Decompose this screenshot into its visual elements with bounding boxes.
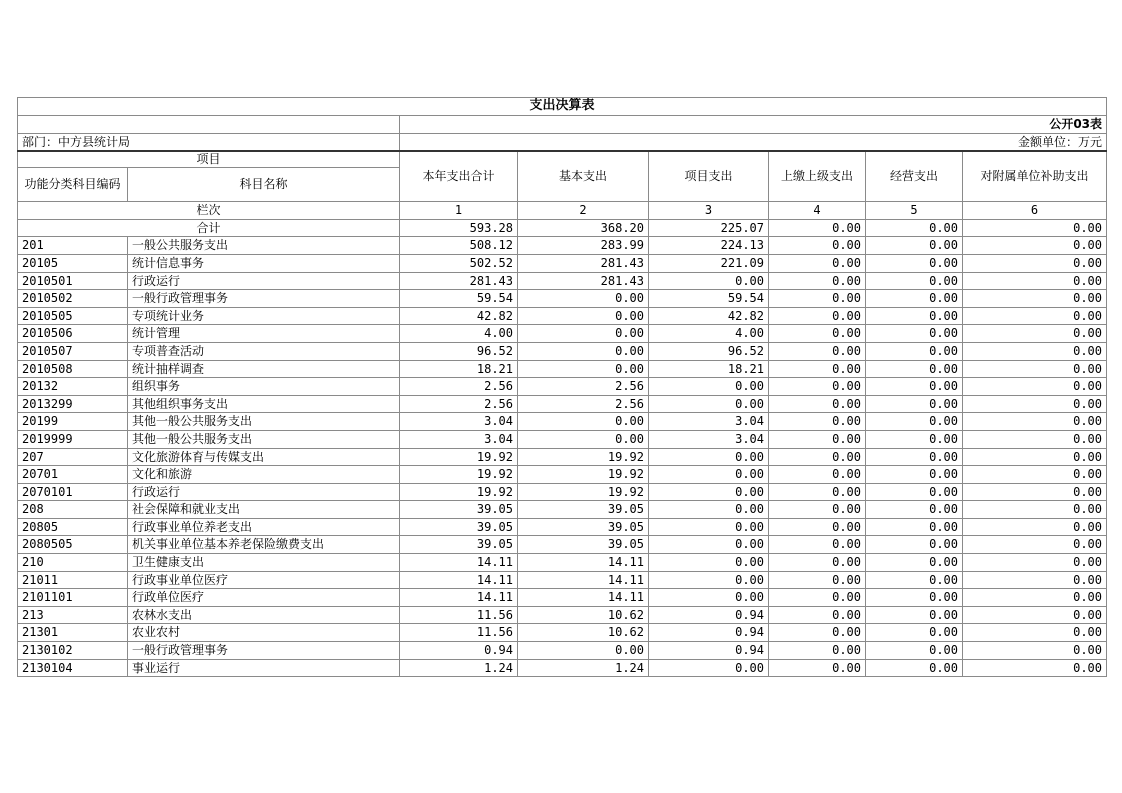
amount-cell: 0.00 — [649, 554, 769, 572]
amount-cell: 0.00 — [769, 254, 866, 272]
subject-name-cell: 行政事业单位医疗 — [128, 571, 400, 589]
amount-cell: 2.56 — [518, 395, 649, 413]
amount-cell: 0.00 — [963, 307, 1107, 325]
header-upper: 上缴上级支出 — [769, 151, 866, 202]
amount-cell: 0.00 — [963, 254, 1107, 272]
table-row — [18, 518, 1107, 536]
title-row — [18, 98, 1107, 116]
total-value: 0.00 — [963, 219, 1107, 237]
amount-cell: 0.00 — [963, 342, 1107, 360]
table-row — [18, 360, 1107, 378]
function-code-cell: 2010502 — [18, 290, 128, 308]
amount-cell: 1.24 — [518, 659, 649, 677]
total-row — [18, 219, 1107, 237]
subject-name-cell: 文化和旅游 — [128, 466, 400, 484]
amount-cell: 0.00 — [769, 642, 866, 660]
subject-name-cell: 一般行政管理事务 — [128, 642, 400, 660]
amount-cell: 0.00 — [769, 501, 866, 519]
amount-cell: 4.00 — [400, 325, 518, 343]
amount-cell: 42.82 — [400, 307, 518, 325]
table-row — [18, 413, 1107, 431]
amount-cell: 0.00 — [866, 430, 963, 448]
amount-cell: 0.00 — [963, 430, 1107, 448]
function-code-cell: 21301 — [18, 624, 128, 642]
amount-cell: 0.00 — [769, 395, 866, 413]
table-row — [18, 642, 1107, 660]
amount-cell: 14.11 — [400, 571, 518, 589]
amount-cell: 0.00 — [769, 272, 866, 290]
subject-name-cell: 其他组织事务支出 — [128, 395, 400, 413]
subject-name-cell: 统计管理 — [128, 325, 400, 343]
amount-cell: 0.00 — [963, 413, 1107, 431]
column-number: 3 — [649, 202, 769, 220]
amount-cell: 0.00 — [769, 290, 866, 308]
column-number: 1 — [400, 202, 518, 220]
amount-cell: 0.00 — [769, 307, 866, 325]
amount-cell: 0.00 — [769, 536, 866, 554]
amount-cell: 0.94 — [649, 642, 769, 660]
amount-cell: 0.00 — [866, 571, 963, 589]
table-row — [18, 307, 1107, 325]
function-code-cell: 2010501 — [18, 272, 128, 290]
subject-name-cell: 农林水支出 — [128, 606, 400, 624]
amount-cell: 0.00 — [769, 466, 866, 484]
amount-cell: 18.21 — [649, 360, 769, 378]
amount-cell: 0.00 — [769, 413, 866, 431]
amount-cell: 0.00 — [866, 325, 963, 343]
subject-name-cell: 其他一般公共服务支出 — [128, 413, 400, 431]
subject-name-cell: 统计抽样调查 — [128, 360, 400, 378]
amount-cell: 0.00 — [769, 360, 866, 378]
amount-cell: 0.00 — [866, 307, 963, 325]
amount-cell: 283.99 — [518, 237, 649, 255]
amount-cell: 0.00 — [963, 518, 1107, 536]
amount-cell: 0.00 — [649, 659, 769, 677]
function-code-cell: 2010508 — [18, 360, 128, 378]
function-code-cell: 20105 — [18, 254, 128, 272]
total-value: 593.28 — [400, 219, 518, 237]
amount-cell: 0.00 — [963, 554, 1107, 572]
column-number: 6 — [963, 202, 1107, 220]
amount-cell: 0.00 — [769, 483, 866, 501]
amount-cell: 0.00 — [769, 624, 866, 642]
unit-label: 金额单位：万元 — [400, 133, 1107, 151]
amount-cell: 0.00 — [866, 606, 963, 624]
amount-cell: 0.00 — [649, 571, 769, 589]
info-row — [18, 133, 1107, 151]
amount-cell: 0.00 — [963, 571, 1107, 589]
amount-cell: 3.04 — [649, 413, 769, 431]
amount-cell: 0.00 — [963, 272, 1107, 290]
amount-cell: 0.00 — [866, 360, 963, 378]
amount-cell: 0.00 — [866, 395, 963, 413]
amount-cell: 0.00 — [769, 430, 866, 448]
amount-cell: 0.00 — [649, 536, 769, 554]
amount-cell: 0.00 — [866, 413, 963, 431]
amount-cell: 4.00 — [649, 325, 769, 343]
subject-name-cell: 组织事务 — [128, 378, 400, 396]
table-row — [18, 448, 1107, 466]
amount-cell: 281.43 — [400, 272, 518, 290]
amount-cell: 0.00 — [769, 518, 866, 536]
amount-cell: 0.00 — [769, 237, 866, 255]
header-row-1 — [18, 151, 1107, 168]
amount-cell: 0.00 — [866, 466, 963, 484]
amount-cell: 0.00 — [866, 483, 963, 501]
table-row — [18, 325, 1107, 343]
amount-cell: 0.00 — [518, 413, 649, 431]
amount-cell: 0.00 — [649, 448, 769, 466]
subject-name-cell: 事业运行 — [128, 659, 400, 677]
amount-cell: 0.00 — [866, 342, 963, 360]
function-code-cell: 2080505 — [18, 536, 128, 554]
amount-cell: 2.56 — [518, 378, 649, 396]
table-row — [18, 342, 1107, 360]
header-item: 项目 — [18, 151, 400, 168]
amount-cell: 281.43 — [518, 272, 649, 290]
table-number-row — [18, 116, 1107, 134]
amount-cell: 281.43 — [518, 254, 649, 272]
function-code-cell: 21011 — [18, 571, 128, 589]
subject-name-cell: 专项统计业务 — [128, 307, 400, 325]
amount-cell: 3.04 — [400, 430, 518, 448]
total-value: 0.00 — [769, 219, 866, 237]
header-subject-name: 科目名称 — [128, 168, 400, 202]
amount-cell: 0.00 — [649, 272, 769, 290]
amount-cell: 0.00 — [649, 589, 769, 607]
subject-name-cell: 行政运行 — [128, 483, 400, 501]
amount-cell: 14.11 — [518, 571, 649, 589]
amount-cell: 0.00 — [769, 325, 866, 343]
amount-cell: 221.09 — [649, 254, 769, 272]
subject-name-cell: 卫生健康支出 — [128, 554, 400, 572]
function-code-cell: 2019999 — [18, 430, 128, 448]
column-number: 5 — [866, 202, 963, 220]
amount-cell: 0.00 — [866, 642, 963, 660]
table-row — [18, 659, 1107, 677]
amount-cell: 3.04 — [400, 413, 518, 431]
amount-cell: 0.00 — [866, 518, 963, 536]
amount-cell: 0.00 — [649, 466, 769, 484]
function-code-cell: 2013299 — [18, 395, 128, 413]
amount-cell: 0.00 — [649, 483, 769, 501]
amount-cell: 0.00 — [866, 554, 963, 572]
amount-cell: 96.52 — [400, 342, 518, 360]
amount-cell: 0.94 — [649, 606, 769, 624]
amount-cell: 0.00 — [963, 378, 1107, 396]
subject-name-cell: 机关事业单位基本养老保险缴费支出 — [128, 536, 400, 554]
table-row — [18, 554, 1107, 572]
table-row — [18, 237, 1107, 255]
amount-cell: 19.92 — [518, 448, 649, 466]
amount-cell: 0.00 — [518, 290, 649, 308]
amount-cell: 0.00 — [518, 325, 649, 343]
subject-name-cell: 其他一般公共服务支出 — [128, 430, 400, 448]
amount-cell: 0.00 — [769, 606, 866, 624]
amount-cell: 0.00 — [866, 624, 963, 642]
amount-cell: 0.00 — [769, 342, 866, 360]
header-business: 经营支出 — [866, 151, 963, 202]
amount-cell: 0.00 — [769, 589, 866, 607]
function-code-cell: 201 — [18, 237, 128, 255]
amount-cell: 0.00 — [963, 624, 1107, 642]
amount-cell: 14.11 — [400, 589, 518, 607]
table-row — [18, 571, 1107, 589]
function-code-cell: 208 — [18, 501, 128, 519]
amount-cell: 39.05 — [400, 501, 518, 519]
amount-cell: 0.00 — [963, 501, 1107, 519]
amount-cell: 0.00 — [866, 536, 963, 554]
amount-cell: 0.00 — [963, 395, 1107, 413]
function-code-cell: 20199 — [18, 413, 128, 431]
amount-cell: 14.11 — [518, 589, 649, 607]
amount-cell: 0.00 — [518, 307, 649, 325]
amount-cell: 11.56 — [400, 624, 518, 642]
amount-cell: 0.00 — [963, 483, 1107, 501]
subject-name-cell: 文化旅游体育与传媒支出 — [128, 448, 400, 466]
amount-cell: 19.92 — [400, 448, 518, 466]
amount-cell: 0.00 — [649, 378, 769, 396]
amount-cell: 0.00 — [769, 378, 866, 396]
subject-name-cell: 行政单位医疗 — [128, 589, 400, 607]
expenditure-sheet — [17, 97, 1106, 677]
subject-name-cell: 行政事业单位养老支出 — [128, 518, 400, 536]
header-basic: 基本支出 — [518, 151, 649, 202]
amount-cell: 2.56 — [400, 395, 518, 413]
amount-cell: 0.00 — [866, 448, 963, 466]
amount-cell: 0.00 — [518, 360, 649, 378]
amount-cell: 0.00 — [866, 659, 963, 677]
function-code-cell: 2010506 — [18, 325, 128, 343]
column-number: 4 — [769, 202, 866, 220]
amount-cell: 1.24 — [400, 659, 518, 677]
amount-cell: 0.00 — [518, 430, 649, 448]
amount-cell: 0.00 — [518, 342, 649, 360]
amount-cell: 39.05 — [400, 518, 518, 536]
table-row — [18, 606, 1107, 624]
function-code-cell: 2101101 — [18, 589, 128, 607]
amount-cell: 0.00 — [866, 501, 963, 519]
amount-cell: 0.00 — [769, 554, 866, 572]
amount-cell: 39.05 — [518, 536, 649, 554]
total-value: 368.20 — [518, 219, 649, 237]
function-code-cell: 20701 — [18, 466, 128, 484]
amount-cell: 14.11 — [400, 554, 518, 572]
table-row — [18, 430, 1107, 448]
amount-cell: 0.00 — [963, 536, 1107, 554]
amount-cell: 508.12 — [400, 237, 518, 255]
amount-cell: 0.00 — [963, 642, 1107, 660]
amount-cell: 0.00 — [963, 237, 1107, 255]
amount-cell: 19.92 — [518, 483, 649, 501]
amount-cell: 0.00 — [769, 659, 866, 677]
amount-cell: 0.00 — [963, 325, 1107, 343]
amount-cell: 11.56 — [400, 606, 518, 624]
amount-cell: 39.05 — [400, 536, 518, 554]
subject-name-cell: 农业农村 — [128, 624, 400, 642]
amount-cell: 0.00 — [866, 290, 963, 308]
column-number-label: 栏次 — [18, 202, 400, 220]
amount-cell: 0.00 — [769, 448, 866, 466]
header-subsidy: 对附属单位补助支出 — [963, 151, 1107, 202]
amount-cell: 0.00 — [963, 659, 1107, 677]
subject-name-cell: 一般行政管理事务 — [128, 290, 400, 308]
amount-cell: 59.54 — [649, 290, 769, 308]
function-code-cell: 2130102 — [18, 642, 128, 660]
table-row — [18, 624, 1107, 642]
amount-cell: 2.56 — [400, 378, 518, 396]
function-code-cell: 213 — [18, 606, 128, 624]
subject-name-cell: 专项普查活动 — [128, 342, 400, 360]
department-label: 部门：中方县统计局 — [18, 133, 400, 151]
amount-cell: 19.92 — [400, 483, 518, 501]
amount-cell: 0.00 — [963, 290, 1107, 308]
table-row — [18, 536, 1107, 554]
amount-cell: 42.82 — [649, 307, 769, 325]
header-project: 项目支出 — [649, 151, 769, 202]
table-row — [18, 290, 1107, 308]
amount-cell: 0.00 — [866, 272, 963, 290]
amount-cell: 0.00 — [963, 448, 1107, 466]
amount-cell: 0.00 — [649, 501, 769, 519]
amount-cell: 0.94 — [649, 624, 769, 642]
table-number: 公开03表 — [400, 116, 1107, 134]
function-code-cell: 207 — [18, 448, 128, 466]
column-number: 2 — [518, 202, 649, 220]
column-number-row — [18, 202, 1107, 220]
table-title: 支出决算表 — [18, 98, 1107, 116]
amount-cell: 19.92 — [518, 466, 649, 484]
subject-name-cell: 一般公共服务支出 — [128, 237, 400, 255]
table-row — [18, 483, 1107, 501]
amount-cell: 0.00 — [963, 360, 1107, 378]
header-func-code: 功能分类科目编码 — [18, 168, 128, 202]
expenditure-table — [17, 97, 1107, 677]
amount-cell: 0.00 — [866, 237, 963, 255]
amount-cell: 224.13 — [649, 237, 769, 255]
amount-cell: 0.00 — [866, 589, 963, 607]
amount-cell: 0.00 — [649, 518, 769, 536]
table-row — [18, 501, 1107, 519]
function-code-cell: 210 — [18, 554, 128, 572]
amount-cell: 39.05 — [518, 518, 649, 536]
amount-cell: 0.00 — [963, 589, 1107, 607]
amount-cell: 0.94 — [400, 642, 518, 660]
amount-cell: 39.05 — [518, 501, 649, 519]
amount-cell: 0.00 — [769, 571, 866, 589]
amount-cell: 0.00 — [866, 378, 963, 396]
amount-cell: 0.00 — [963, 606, 1107, 624]
table-row — [18, 395, 1107, 413]
subject-name-cell: 行政运行 — [128, 272, 400, 290]
amount-cell: 59.54 — [400, 290, 518, 308]
subject-name-cell: 社会保障和就业支出 — [128, 501, 400, 519]
amount-cell: 0.00 — [866, 254, 963, 272]
function-code-cell: 2010507 — [18, 342, 128, 360]
total-value: 225.07 — [649, 219, 769, 237]
amount-cell: 3.04 — [649, 430, 769, 448]
amount-cell: 0.00 — [518, 642, 649, 660]
amount-cell: 96.52 — [649, 342, 769, 360]
table-row — [18, 272, 1107, 290]
total-value: 0.00 — [866, 219, 963, 237]
amount-cell: 10.62 — [518, 624, 649, 642]
amount-cell: 502.52 — [400, 254, 518, 272]
total-label: 合计 — [18, 219, 400, 237]
amount-cell: 10.62 — [518, 606, 649, 624]
amount-cell: 18.21 — [400, 360, 518, 378]
function-code-cell: 20132 — [18, 378, 128, 396]
amount-cell: 0.00 — [649, 395, 769, 413]
function-code-cell: 2070101 — [18, 483, 128, 501]
function-code-cell: 2010505 — [18, 307, 128, 325]
amount-cell: 19.92 — [400, 466, 518, 484]
function-code-cell: 2130104 — [18, 659, 128, 677]
table-row — [18, 466, 1107, 484]
header-total: 本年支出合计 — [400, 151, 518, 202]
function-code-cell: 20805 — [18, 518, 128, 536]
subject-name-cell: 统计信息事务 — [128, 254, 400, 272]
table-row — [18, 378, 1107, 396]
amount-cell: 0.00 — [963, 466, 1107, 484]
amount-cell: 14.11 — [518, 554, 649, 572]
table-row — [18, 254, 1107, 272]
table-row — [18, 589, 1107, 607]
